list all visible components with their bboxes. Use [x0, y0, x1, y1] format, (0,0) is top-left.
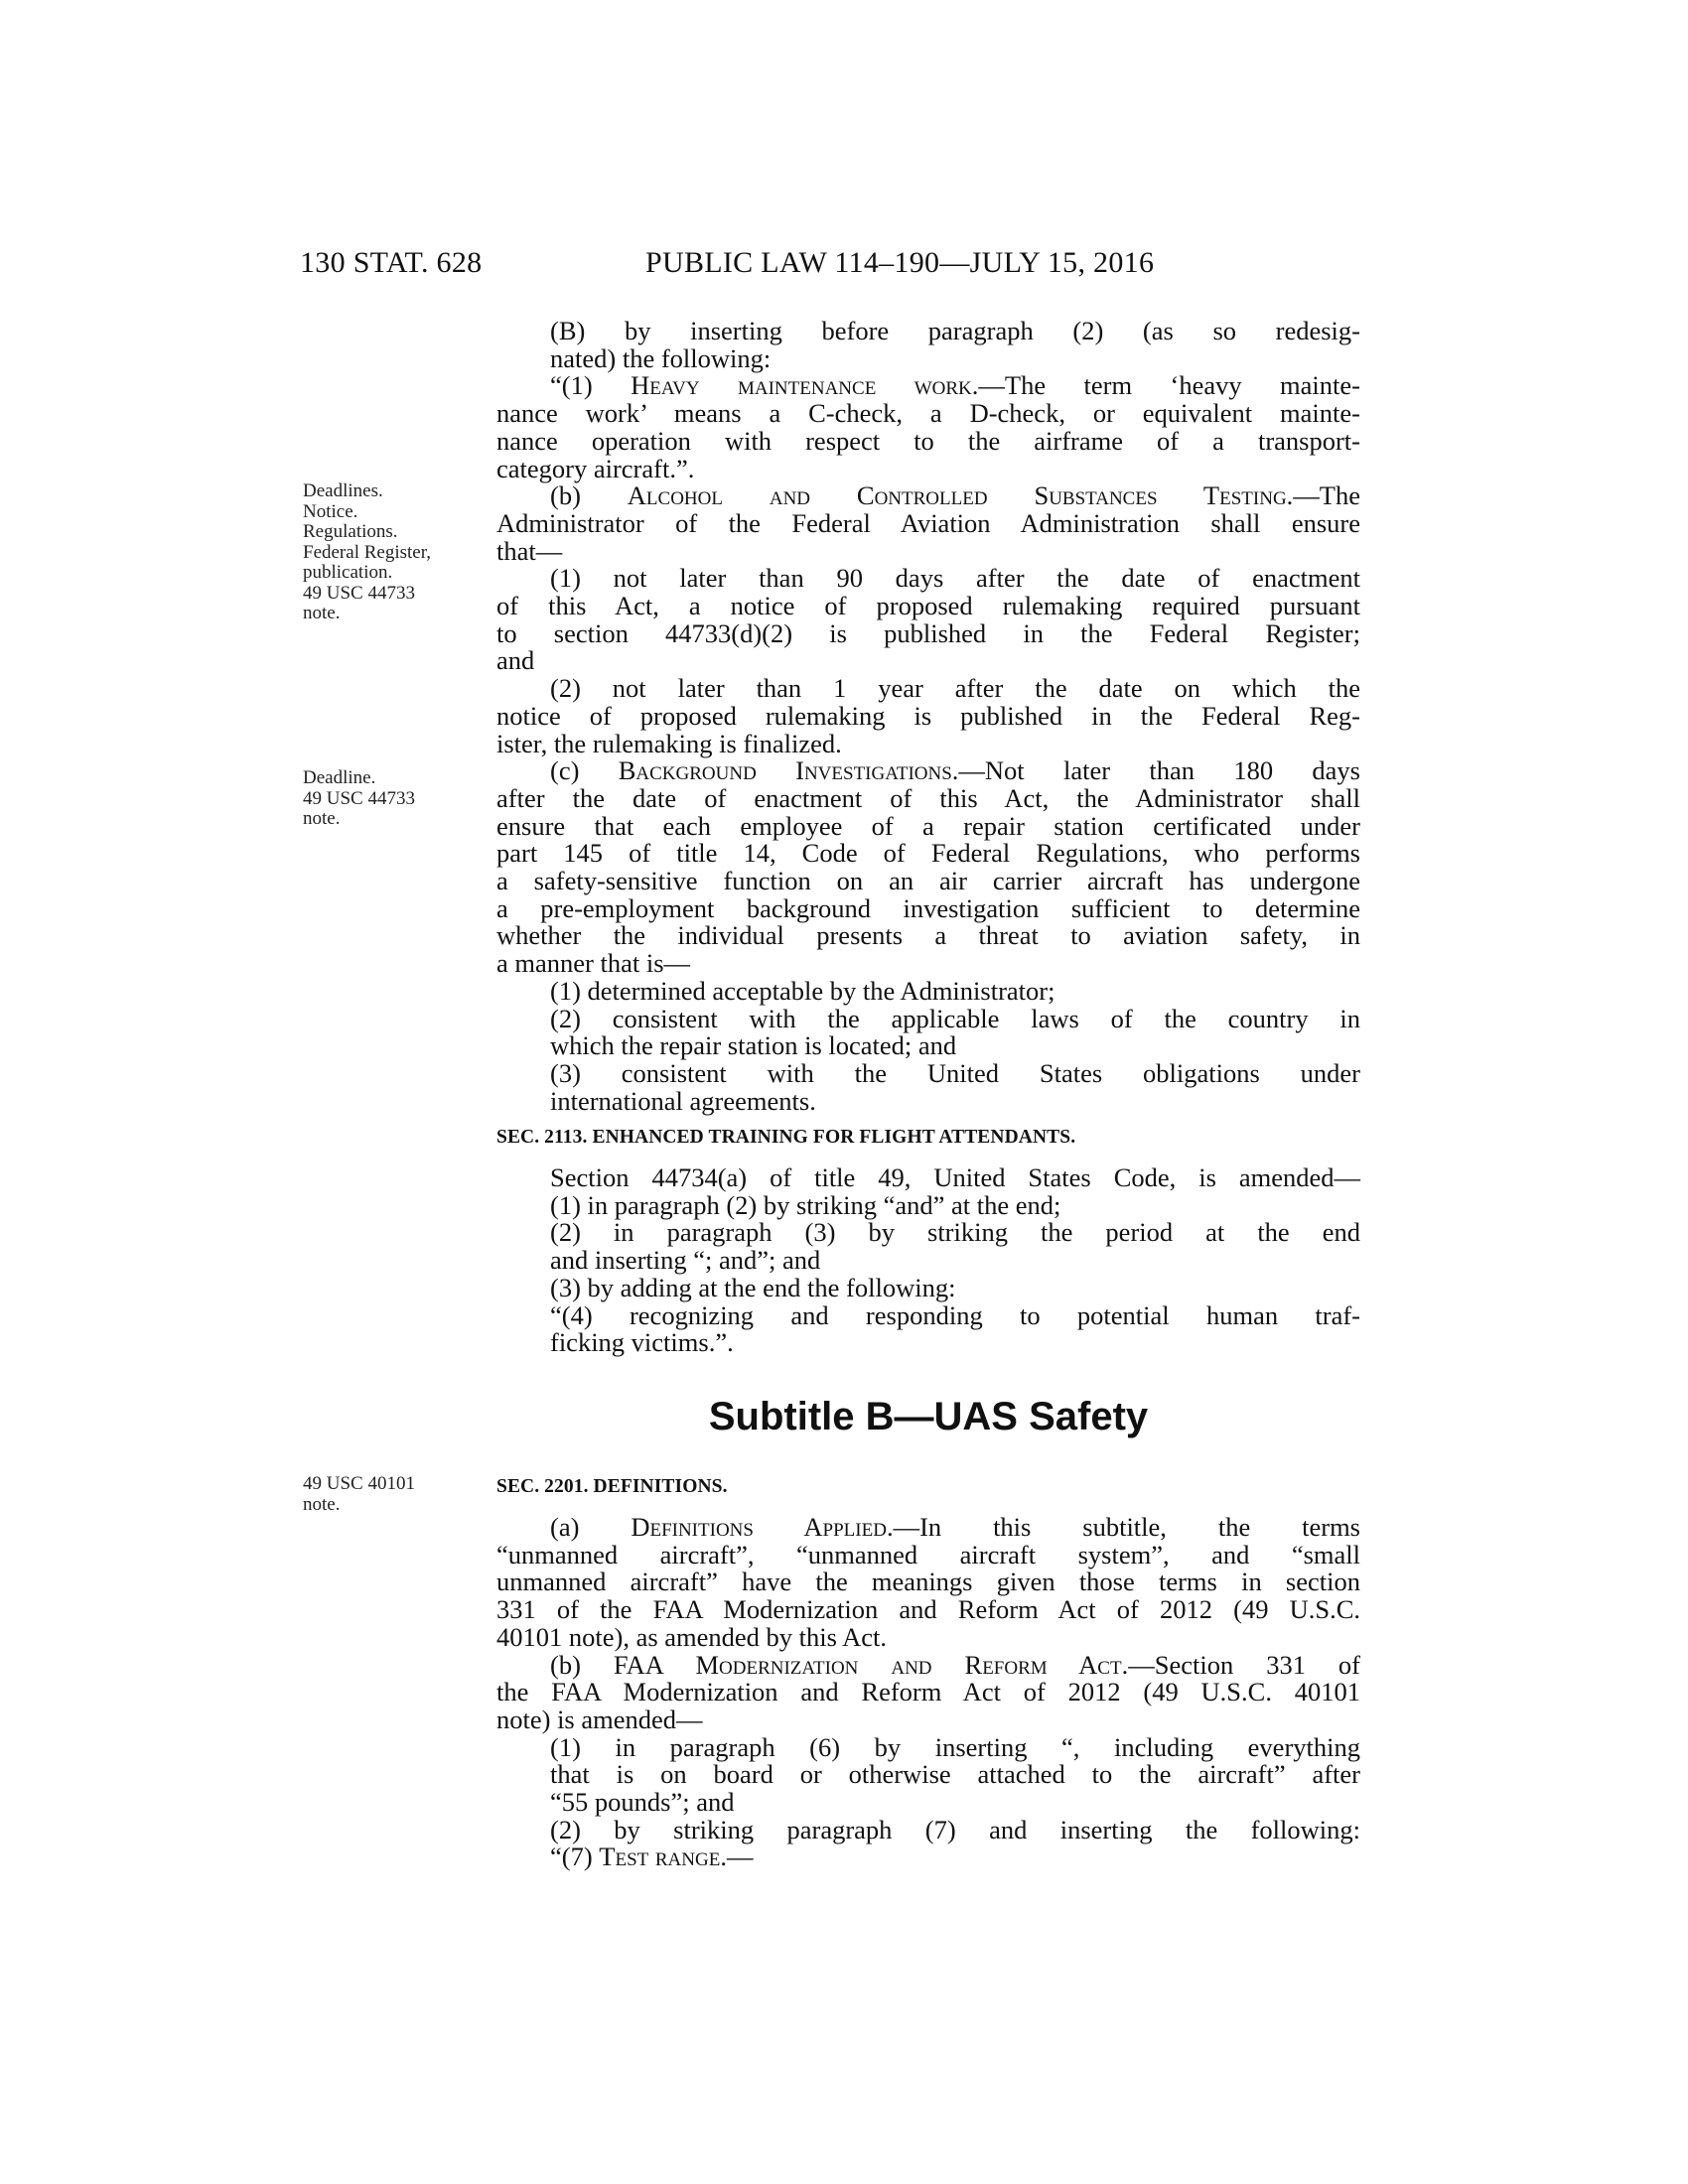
text-line: a pre-employment background investigation sufficient to determine: [496, 892, 1360, 923]
text-line: (1) in paragraph (2) by striking “and” at the end;: [550, 1189, 1061, 1220]
text-line: ficking victims.”.: [550, 1327, 734, 1358]
text-line: that—: [496, 535, 563, 566]
text-line: (3) consistent with the United States obligations under: [550, 1057, 1360, 1088]
margin-note-line: Regulations.: [303, 521, 398, 542]
test-range-heading: [496, 1843, 1360, 1871]
text-line: (2) not later than 1 year after the date on which the: [550, 673, 1360, 704]
text-line: and inserting “; and”; and: [550, 1245, 821, 1276]
text-span: .—The term ‘heavy mainte-: [971, 370, 1360, 401]
text-line: (1) determined acceptable by the Administrator;: [550, 975, 1055, 1006]
margin-note-line: 49 USC 44733: [303, 787, 415, 809]
text-line: “unmanned aircraft”, “unmanned aircraft system”, and “small: [496, 1539, 1360, 1570]
defined-term: Heavy maintenance work: [631, 370, 972, 401]
text-span: .—In this subtitle, the terms: [886, 1512, 1360, 1542]
text-line: category aircraft.”.: [496, 453, 695, 483]
text-line: to section 44733(d)(2) is published in the Federal Register;: [496, 617, 1360, 648]
margin-note-3: [303, 1474, 415, 1515]
text-line: notice of proposed rulemaking is published in the Federal Reg-: [496, 700, 1360, 731]
text-line: [496, 342, 1360, 373]
text-line: nance operation with respect to the airframe of a transport-: [496, 425, 1360, 456]
margin-note-line: publication.: [303, 562, 393, 583]
text-line: that is on board or otherwise attached to the aircraft” after: [550, 1759, 1360, 1790]
text-line: 331 of the FAA Modernization and Reform Act of 2012 (49 U.S.C.: [496, 1594, 1360, 1625]
margin-note-line: Deadlines.: [303, 480, 383, 501]
subsection-term: FAA Modernization and Reform Act: [613, 1649, 1122, 1680]
text-line: a safety-sensitive function on an air carrier aircraft has undergone: [496, 866, 1360, 896]
text-line: (2) in paragraph (3) by striking the period at the end: [550, 1217, 1360, 1248]
margin-note-line: Notice.: [303, 500, 358, 522]
text-line: 40101 note), as amended by this Act.: [496, 1621, 888, 1652]
margin-note-line: 49 USC 40101: [303, 1473, 415, 1494]
defined-term: Test range: [599, 1842, 721, 1872]
text-line: of this Act, a notice of proposed rulemaking required pursuant: [496, 591, 1360, 621]
text-line: part 145 of title 14, Code of Federal Regulations, who performs: [496, 838, 1360, 869]
subsection-c-heading: [496, 757, 1360, 785]
text-line: note) is amended—: [496, 1704, 703, 1734]
text-line: Administrator of the Federal Aviation Administration shall ensure: [496, 507, 1360, 538]
margin-note-1: [303, 481, 431, 624]
text-line: (3) by adding at the end the following:: [550, 1272, 956, 1302]
text-line: (1) not later than 90 days after the date of enactment: [550, 563, 1360, 594]
text-span: .—The: [1286, 480, 1360, 511]
text-line: (1) in paragraph (6) by inserting “, including everything: [550, 1731, 1360, 1762]
text-span: “(1): [550, 370, 632, 401]
text-span: nated) the following:: [550, 342, 772, 373]
text-line: (2) consistent with the applicable laws of the country in: [550, 1003, 1360, 1033]
text-line: (2) by striking paragraph (7) and inserting the following:: [550, 1814, 1360, 1844]
text-line: a manner that is—: [496, 948, 691, 979]
text-line: and: [496, 645, 535, 676]
section-2113: [496, 1125, 1360, 1357]
text-span: (a): [550, 1512, 632, 1542]
definition-heavy-maintenance: [496, 372, 1360, 400]
subsection-b-heading: [496, 482, 1360, 510]
text-line: ister, the rulemaking is finalized.: [496, 728, 842, 758]
margin-note-line: note.: [303, 808, 341, 829]
margin-note-line: note.: [303, 603, 341, 623]
main-text-column: [496, 318, 1360, 1115]
text-line: after the date of enactment of this Act, the Administrator shall: [496, 782, 1360, 813]
text-span: (b): [550, 1649, 614, 1680]
subsection-a-heading: [496, 1514, 1360, 1542]
text-span: (b): [550, 480, 628, 511]
text-line: Section 44734(a) of title 49, United States Code, is amended—: [550, 1162, 1360, 1192]
text-line: ensure that each employee of a repair station certificated under: [496, 810, 1360, 841]
subsection-term: Alcohol and Controlled Substances Testing: [627, 480, 1287, 511]
text-span: (c): [550, 755, 619, 786]
text-span: .—Not later than 180 days: [951, 755, 1360, 786]
section-heading: SEC. 2201. DEFINITIONS.: [496, 1476, 728, 1497]
subtitle-heading: Subtitle B—UAS Safety: [708, 1395, 1149, 1438]
text-line: the FAA Modernization and Reform Act of 2012 (49 U.S.C. 40101: [496, 1677, 1360, 1707]
text-line: nance work’ means a C-check, a D-check, or equivalent mainte-: [496, 398, 1360, 429]
section-heading: SEC. 2113. ENHANCED TRAINING FOR FLIGHT ATTENDANTS.: [496, 1127, 1076, 1148]
text-line: “(4) recognizing and responding to potential human traf-: [550, 1299, 1360, 1330]
margin-note-line: 49 USC 44733: [303, 582, 415, 604]
section-2201: [496, 1474, 1360, 1871]
subsection-term: Background Investigations: [618, 755, 952, 786]
text-span: .—Section 331 of: [1121, 1649, 1360, 1680]
text-line: unmanned aircraft” have the meanings given those terms in section: [496, 1567, 1360, 1597]
text-span: “(7): [550, 1842, 600, 1872]
text-line: “55 pounds”; and: [550, 1787, 735, 1818]
page-reference: 130 STAT. 628: [300, 246, 483, 279]
margin-note-line: Federal Register,: [303, 541, 432, 563]
subsection-b-heading: [496, 1649, 1360, 1680]
text-line: whether the individual presents a threat to aviation safety, in: [496, 920, 1360, 951]
margin-note-line: Deadline.: [303, 767, 376, 788]
text-line: (B) by inserting before paragraph (2) (as so redesig-: [550, 316, 1360, 345]
margin-note-2: [303, 768, 415, 830]
margin-note-line: note.: [303, 1493, 341, 1515]
subsection-term: Definitions Applied: [631, 1512, 887, 1542]
text-line: international agreements.: [550, 1085, 816, 1116]
text-span: .—: [720, 1842, 754, 1872]
text-line: which the repair station is located; and: [550, 1030, 957, 1061]
page-title: PUBLIC LAW 114–190—JULY 15, 2016: [645, 246, 1155, 279]
